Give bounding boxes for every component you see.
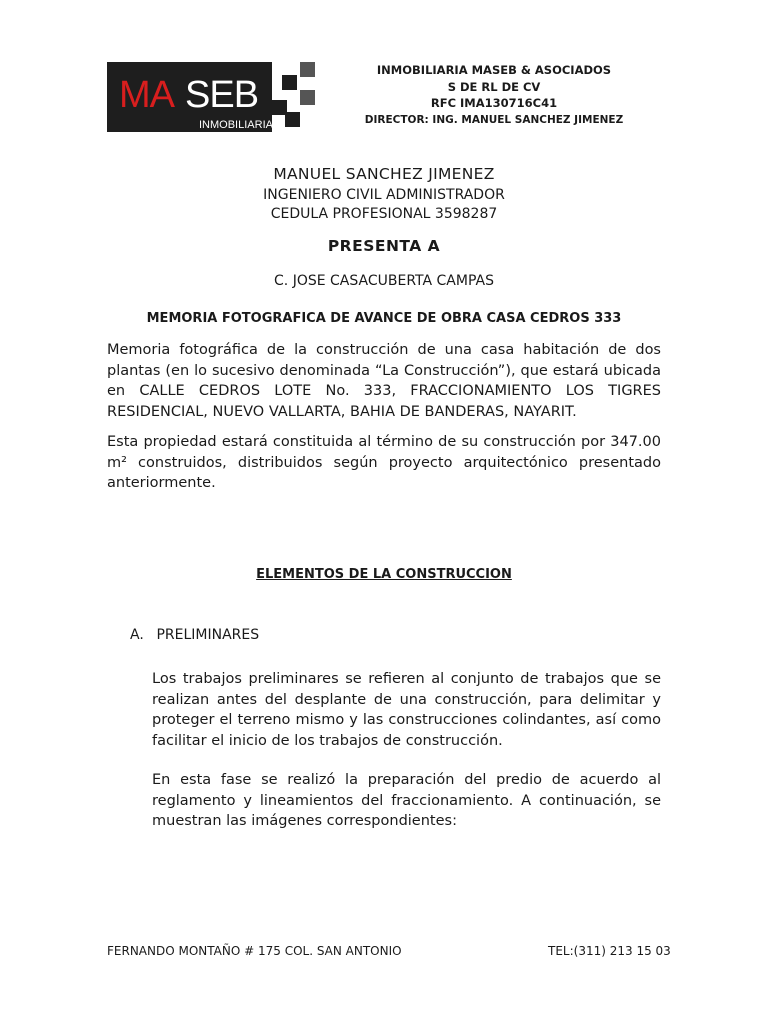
logo-square <box>300 90 315 105</box>
logo-square <box>285 112 300 127</box>
section-a-heading <box>130 627 259 643</box>
author-title: INGENIERO CIVIL ADMINISTRADOR <box>263 187 505 203</box>
presenta-heading: PRESENTA A <box>327 237 441 255</box>
header-company-name: INMOBILIARIA MASEB & ASOCIADOS <box>376 63 612 77</box>
section-heading-elements: ELEMENTOS DE LA CONSTRUCCION <box>256 567 512 582</box>
footer-phone: TEL:(311) 213 15 03 <box>548 944 671 958</box>
author-name: MANUEL SANCHEZ JIMENEZ <box>273 165 495 183</box>
company-header <box>340 62 648 128</box>
author-credentials <box>0 186 768 224</box>
logo-text-seb: SEB <box>185 74 259 116</box>
footer-address: FERNANDO MONTAÑO # 175 COL. SAN ANTONIO <box>107 944 402 958</box>
logo-square <box>282 75 297 90</box>
logo-box <box>107 62 272 132</box>
logo-square <box>300 62 315 77</box>
document-title: MEMORIA FOTOGRAFICA DE AVANCE DE OBRA CASA CEDROS 333 <box>146 311 622 326</box>
header-company-type: S DE RL DE CV <box>447 79 541 94</box>
section-a-title: PRELIMINARES <box>156 627 260 643</box>
intro-paragraph-2: Esta propiedad estará constituida al término de su construcción por 347.00 m² construidos, distribuidos según proyecto arquitectónico presentado anteriormente. <box>107 434 661 491</box>
header-rfc: RFC IMA130716C41 <box>430 96 558 110</box>
logo-text-ma: MA <box>119 74 174 116</box>
intro-paragraph-1: Memoria fotográfica de la construcción de una casa habitación de dos plantas (en lo sucesivo denominada “La Construcción”), que estará ubicada en CALLE CEDROS LOTE No. 333, FRACCIONAMIENTO LOS TIGRES RESIDENCIAL, NUEVO VALLARTA, BAHIA DE BANDERAS, NAYARIT. <box>107 342 661 420</box>
company-logo <box>107 62 315 132</box>
section-a-paragraph-2: En esta fase se realizó la preparación del predio de acuerdo al reglamento y lineamientos del fraccionamiento. A continuación, se muestran las imágenes correspondientes: <box>152 772 661 829</box>
section-a-paragraph-1: Los trabajos preliminares se refieren al conjunto de trabajos que se realizan antes del desplante de una construcción, para delimitar y proteger el terreno mismo y las construcciones colindantes, así como facilitar el inicio de los trabajos de construcción. <box>152 671 661 749</box>
logo-subtitle: INMOBILIARIA <box>199 119 273 131</box>
header-director: DIRECTOR: ING. MANUEL SANCHEZ JIMENEZ <box>364 113 624 126</box>
recipient-name: C. JOSE CASACUBERTA CAMPAS <box>274 273 494 289</box>
section-a-letter: A. <box>130 627 144 643</box>
author-cedula: CEDULA PROFESIONAL 3598287 <box>270 206 498 222</box>
